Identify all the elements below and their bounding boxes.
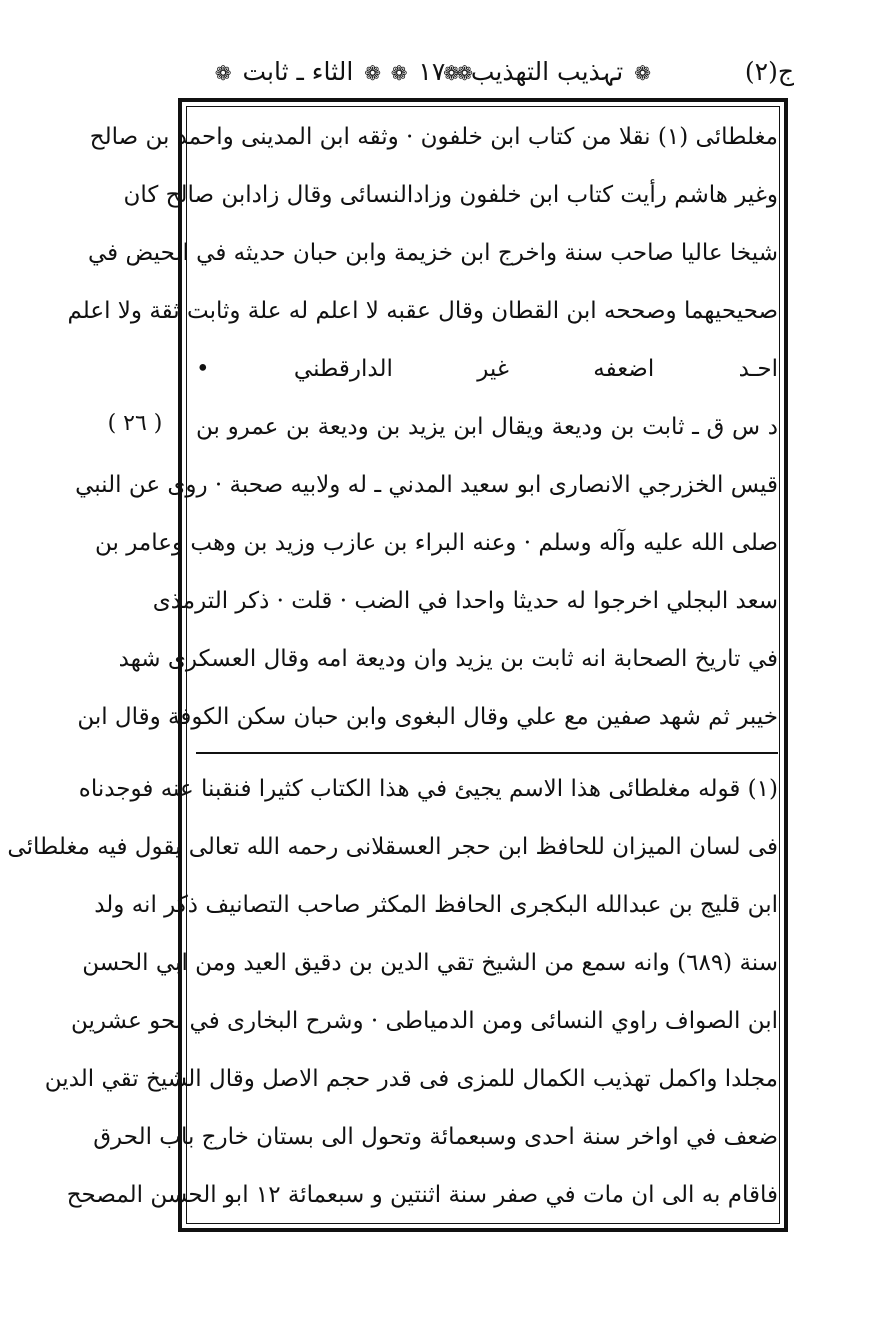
text-line: شيخا عاليا صاحب سنة واخرج ابن خزيمة وابن حبان حديثه في الحيض في xyxy=(88,240,778,266)
page-number: ١٧ xyxy=(418,57,446,86)
text-line: د س ق ـ ثابت بن وديعة ويقال ابن يزيد بن وديعة بن عمرو بن xyxy=(196,414,778,440)
text-line: قيس الخزرجي الانصارى ابو سعيد المدني ـ له ولابيه صحبة · روى عن النبي xyxy=(75,472,778,498)
footnote-line: فاقام به الى ان مات في صفر سنة اثنتين و سبعمائة ١٢ ابو الحسن المصحح xyxy=(66,1182,778,1208)
volume-number: ج(٢) xyxy=(744,57,794,86)
text-line: وغير هاشم رأيت كتاب ابن خلفون وزادالنسائى وقال زادابن صالح كان xyxy=(123,182,778,208)
text-line: صحيحيهما وصححه ابن القطان وقال عقبه لا اعلم له علة وثابت ثقة ولا اعلم xyxy=(67,298,778,324)
running-header xyxy=(178,52,794,94)
footnote-line: (١) قوله مغلطائى هذا الاسم يجيئ في هذا الكتاب كثيرا فنقبنا عنه فوجدناه xyxy=(78,776,778,802)
ornament-icon: ❁ xyxy=(214,61,232,85)
footnote-line: ابن الصواف راوي النسائى ومن الدمياطى · وشرح البخارى في نحو عشرين xyxy=(70,1008,778,1034)
footnote-line: سنة (٦٨٩) وانه سمع من الشيخ تقي الدين بن دقيق العيد ومن ابي الحسن xyxy=(82,950,778,976)
text-line: مغلطائى (١) نقلا من كتاب ابن خلفون · وثقه ابن المدينى واحمد بن صالح xyxy=(89,124,778,150)
entry-number: ( ٢٦ ) xyxy=(107,411,163,436)
text-line: سعد البجلي اخرجوا له حديثا واحدا في الضب · قلت · ذكر الترمذى xyxy=(152,588,778,614)
footnote-line: مجلدا واكمل تهذيب الكمال للمزى فى قدر حجم الاصل وقال الشيخ تقي الدين xyxy=(44,1066,778,1092)
ornament-icon: ❁ xyxy=(364,61,381,85)
ornament-icon: ❁ xyxy=(443,61,460,85)
ornament-icon: ❁ xyxy=(456,61,473,85)
text-line: احـد اضعفه غير الدارقطني • xyxy=(196,356,778,382)
footnote-text xyxy=(7,760,778,1224)
ornament-icon: ❁ xyxy=(390,61,408,85)
book-title: تہذیب التهذیب xyxy=(470,57,624,86)
text-line: في تاريخ الصحابة انه ثابت بن يزيد وان وديعة امه وقال العسكرى شهد xyxy=(118,646,778,672)
footnote-line: ابن قليج بن عبدالله البكجرى الحافظ المكثر صاحب التصانيف ذكر انه ولد xyxy=(94,892,778,918)
text-line: خيبر ثم شهد صفين مع علي وقال البغوى وابن حبان سكن الكوفة وقال ابن xyxy=(77,704,778,730)
footnote-line: ضعف في اواخر سنة احدى وسبعمائة وتحول الى بستان خارج باب الحرق xyxy=(93,1124,778,1150)
section-title-group xyxy=(212,56,384,89)
ornament-icon: ❁ xyxy=(634,61,651,85)
section-title: الثاء ـ ثابت xyxy=(242,57,354,86)
footnote-line: فى لسان الميزان للحافظ ابن حجر العسقلانى رحمه الله تعالى يقول فيه مغلطائى xyxy=(7,834,778,860)
footnote-separator xyxy=(196,752,778,754)
text-line: صلى الله عليه وآله وسلم · وعنه البراء بن عازب وزيد بن وهب وعامر بن xyxy=(95,530,778,556)
page-number-group xyxy=(388,56,476,89)
